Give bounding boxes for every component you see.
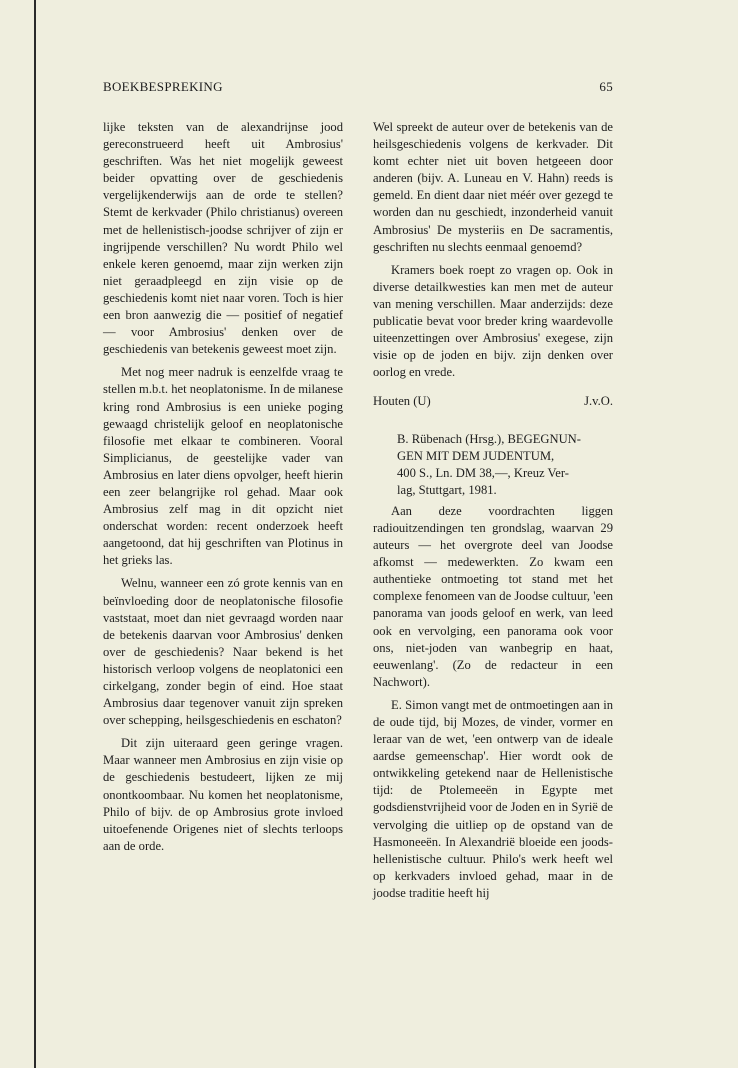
bibliographic-entry xyxy=(373,431,613,499)
signoff-place: Houten (U) xyxy=(373,394,431,409)
paragraph: Wel spreekt de auteur over de betekenis van de heilsgeschiedenis volgens de kerkvader. Dit komt echter niet uit boven hetgeeen door anderen (bijv. A. Luneau en V. Hahn) reeds is gemeld. En dient daar niet méér over gezegd te worden dan nu geschiedt, inzonderheid vanuit Ambrosius' De mysteriis en De sacramentis, geschriften nu slechts eenmaal genoemd? xyxy=(373,120,613,254)
right-column xyxy=(373,119,613,902)
running-title: BOEKBESPREKING xyxy=(103,79,223,94)
bib-line: GEN MIT DEM JUDENTUM, xyxy=(397,448,555,463)
paragraph: Dit zijn uiteraard geen geringe vragen. Maar wanneer men Ambrosius en zijn visie op de geschiedenis bestudeert, lijken ze mij onontkoombaar. Nu komen het neoplatonisme, Philo of bijv. de op Ambrosius grote invloed uitoefenende Origenes niet of slechts terloops aan de orde. xyxy=(103,736,343,853)
bib-line: B. Rübenach (Hrsg.), BEGEGNUN- xyxy=(397,431,581,446)
left-column xyxy=(103,119,343,855)
page-number: 65 xyxy=(599,79,613,94)
paragraph: Met nog meer nadruk is eenzelfde vraag te stellen m.b.t. het neoplatonisme. In de milanese kring rond Ambrosius is een unieke poging gewaagd christelijk geloof en neoplatonische filosofie met elkaar te combineren. Vooral Simplicianus, de geestelijke vader van Ambrosius en later diens opvolger, heeft hierin een zeer belangrijke rol gehad. Maar ook Ambrosius zelf mag in dit opzicht niet onderschat worden: recent onderzoek heeft aangetoond, dat hij geschriften van Plotinus in het grieks las. xyxy=(103,365,343,568)
signoff-initials: J.v.O. xyxy=(584,394,613,409)
running-header xyxy=(103,79,613,99)
page-edge-line xyxy=(34,0,36,1068)
paragraph: Kramers boek roept zo vragen op. Ook in diverse detailkwesties kan men met de auteur van mening verschillen. Maar anderzijds: deze publicatie bevat voor breder kring waardevolle uiteenzettingen over Ambrosius' exegese, zijn visie op de joden en bijv. zijn denken over oorlog en vrede. xyxy=(373,262,613,380)
paragraph: Aan deze voordrachten liggen radiouitzendingen ten grondslag, waarvan 29 auteurs — het overgrote deel van Joodse afkomst — medewerkten. Zo kwam een authentieke ontmoeting tot stand met het complexe fenomeen van de Joodse cultuur, 'een panorama van joods geloof en werk, van leed ook en vervolging, een panorama ook voor ons, niet-joden van wanbegrip en haat, eeuwenlang'. (Zo de redacteur in een Nachwort). xyxy=(373,503,613,689)
bib-line: lag, Stuttgart, 1981. xyxy=(397,482,497,497)
paragraph: Welnu, wanneer een zó grote kennis van en beïnvloeding door de neoplatonische filosofie vaststaat, moet dan niet gevraagd worden naar de betekenis daarvan voor Ambrosius' denken over de geschiedenis? Naar bekend is het historisch verloop volgens de neoplatonici een cirkelgang, zonder begin of eind. Hoe staat Ambrosius daar tegenover vanuit zijn spreken over schepping, heilsgeschiedenis en eschaton? xyxy=(103,576,343,728)
review-signoff xyxy=(373,393,613,410)
bib-line: 400 S., Ln. DM 38,—, Kreuz Ver- xyxy=(397,465,569,480)
paragraph: lijke teksten van de alexandrijnse jood gereconstrueerd heeft uit Ambrosius' geschriften. Was het niet mogelijk geweest beider opvatting over de geschiedenis vergelijkenderwijs aan de orde te stellen? Stemt de kerkvader (Philo christianus) overeen met de hellenistisch-joodse schrijver of zijn er ingrijpende verschillen? Nu wordt Philo wel enkele keren genoemd, maar zijn werken zijn niet geraadpleegd en zijn visie op de geschiedenis komt niet naar voren. Toch is hier een bron aanwezig die — positief of negatief — voor Ambrosius' denken over de geschiedenis van betekenis geweest moet zijn. xyxy=(103,120,343,357)
paragraph: E. Simon vangt met de ontmoetingen aan in de oude tijd, bij Mozes, de vinder, vormer en leraar van de wet, 'een ontwerp van de ideale aardse gemeenschap'. Hier wordt ook de ontwikkeling getekend naar de Hellenistische tijd: de Ptolemeeën in Egypte met godsdienstvrijheid voor de Joden en in Syrië de vervolging die uitliep op de opstand van de Hasmoneeën. In Alexandrië bloeide een joods-hellenistische cultuur. Philo's werk heeft wel op kerkvaders invloed gehad, maar in de joodse traditie heeft hij xyxy=(373,697,613,900)
